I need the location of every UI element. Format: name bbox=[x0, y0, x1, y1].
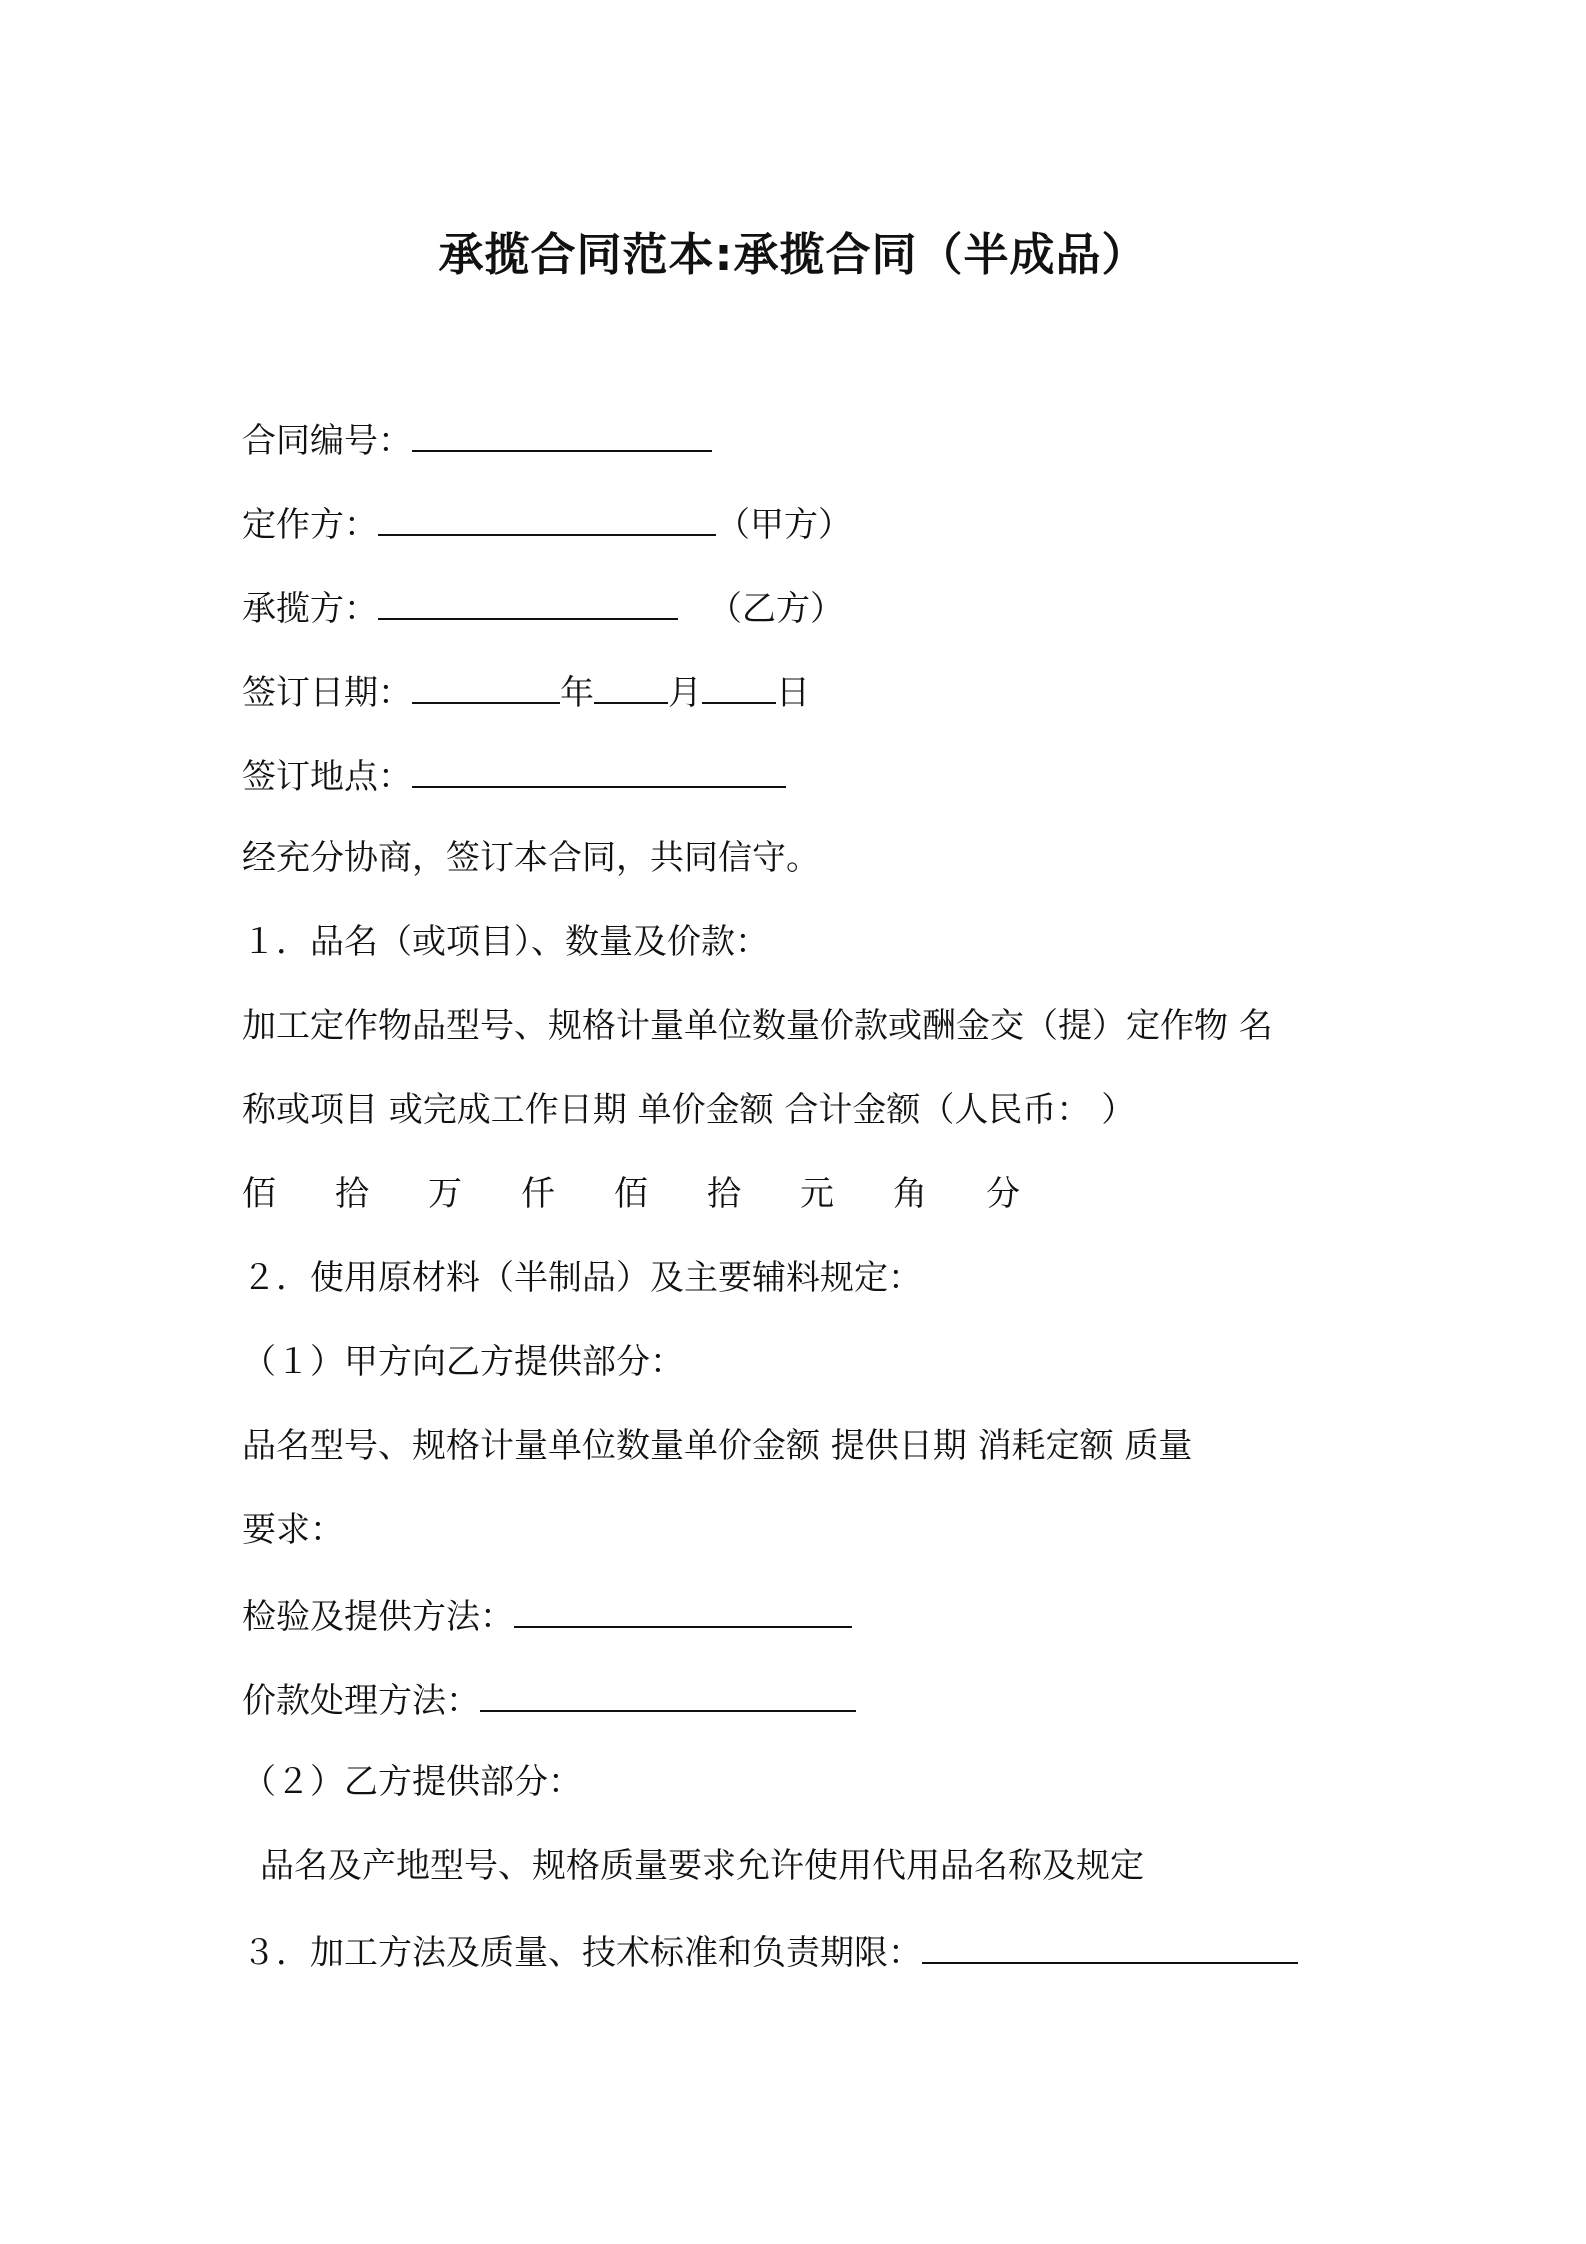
party-a-label: 定作方： bbox=[242, 505, 378, 545]
party-b-blank[interactable] bbox=[378, 586, 678, 620]
section-1-line-2: 称或项目 或完成工作日期 单价金额 合计金额（人民币： ） bbox=[242, 1090, 1136, 1130]
sign-place-blank[interactable] bbox=[412, 754, 786, 788]
unit-jiao: 角 bbox=[893, 1174, 927, 1214]
party-b-suffix: （乙方） bbox=[708, 589, 844, 629]
party-a-row bbox=[242, 502, 852, 545]
section-2-title: ２．使用原材料（半制品）及主要辅料规定： bbox=[242, 1258, 922, 1298]
unit-shi-2: 拾 bbox=[707, 1174, 741, 1214]
payment-blank[interactable] bbox=[480, 1678, 856, 1712]
amount-units-row bbox=[242, 1174, 1020, 1214]
sign-year-blank[interactable] bbox=[412, 670, 560, 704]
section-2-sub-2-line-1: 品名及产地型号、规格质量要求允许使用代用品名称及规定 bbox=[260, 1846, 1144, 1886]
party-b-label: 承揽方： bbox=[242, 589, 378, 629]
document-title: 承揽合同范本:承揽合同（半成品） bbox=[438, 228, 1148, 281]
sign-date-label: 签订日期： bbox=[242, 673, 412, 713]
day-label: 日 bbox=[776, 673, 810, 713]
inspection-label: 检验及提供方法： bbox=[242, 1597, 514, 1637]
sign-month-blank[interactable] bbox=[594, 670, 668, 704]
section-1-title: １．品名（或项目）、数量及价款： bbox=[242, 922, 769, 962]
section-3-row bbox=[242, 1930, 1298, 1973]
section-2-sub-1-line-2: 要求： bbox=[242, 1510, 344, 1550]
section-1-line-1: 加工定作物品型号、规格计量单位数量价款或酬金交（提）定作物 名 bbox=[242, 1006, 1273, 1046]
sign-place-row bbox=[242, 754, 786, 797]
sign-date-row bbox=[242, 670, 810, 713]
party-b-row bbox=[242, 586, 844, 629]
unit-qian: 仟 bbox=[521, 1174, 555, 1214]
party-a-blank[interactable] bbox=[378, 502, 716, 536]
year-label: 年 bbox=[560, 673, 594, 713]
unit-yuan: 元 bbox=[800, 1174, 834, 1214]
section-3-blank[interactable] bbox=[922, 1930, 1298, 1964]
unit-fen: 分 bbox=[986, 1174, 1020, 1214]
section-3-title: ３．加工方法及质量、技术标准和负责期限： bbox=[242, 1933, 922, 1973]
payment-row bbox=[242, 1678, 856, 1721]
payment-label: 价款处理方法： bbox=[242, 1681, 480, 1721]
unit-shi-1: 拾 bbox=[335, 1174, 369, 1214]
sign-place-label: 签订地点： bbox=[242, 757, 412, 797]
section-2-sub-1: （１）甲方向乙方提供部分： bbox=[242, 1342, 684, 1382]
inspection-blank[interactable] bbox=[514, 1594, 852, 1628]
section-2-sub-2: （２）乙方提供部分： bbox=[242, 1762, 582, 1802]
party-a-suffix: （甲方） bbox=[716, 505, 852, 545]
inspection-row bbox=[242, 1594, 852, 1637]
sign-day-blank[interactable] bbox=[702, 670, 776, 704]
contract-number-blank[interactable] bbox=[412, 418, 712, 452]
unit-wan: 万 bbox=[428, 1174, 462, 1214]
intro-text: 经充分协商，签订本合同，共同信守。 bbox=[242, 838, 820, 878]
section-2-sub-1-line-1: 品名型号、规格计量单位数量单价金额 提供日期 消耗定额 质量 bbox=[242, 1426, 1193, 1466]
contract-number-row bbox=[242, 418, 712, 461]
unit-bai-2: 佰 bbox=[614, 1174, 648, 1214]
month-label: 月 bbox=[668, 673, 702, 713]
unit-bai-1: 佰 bbox=[242, 1174, 276, 1214]
contract-number-label: 合同编号： bbox=[242, 421, 412, 461]
